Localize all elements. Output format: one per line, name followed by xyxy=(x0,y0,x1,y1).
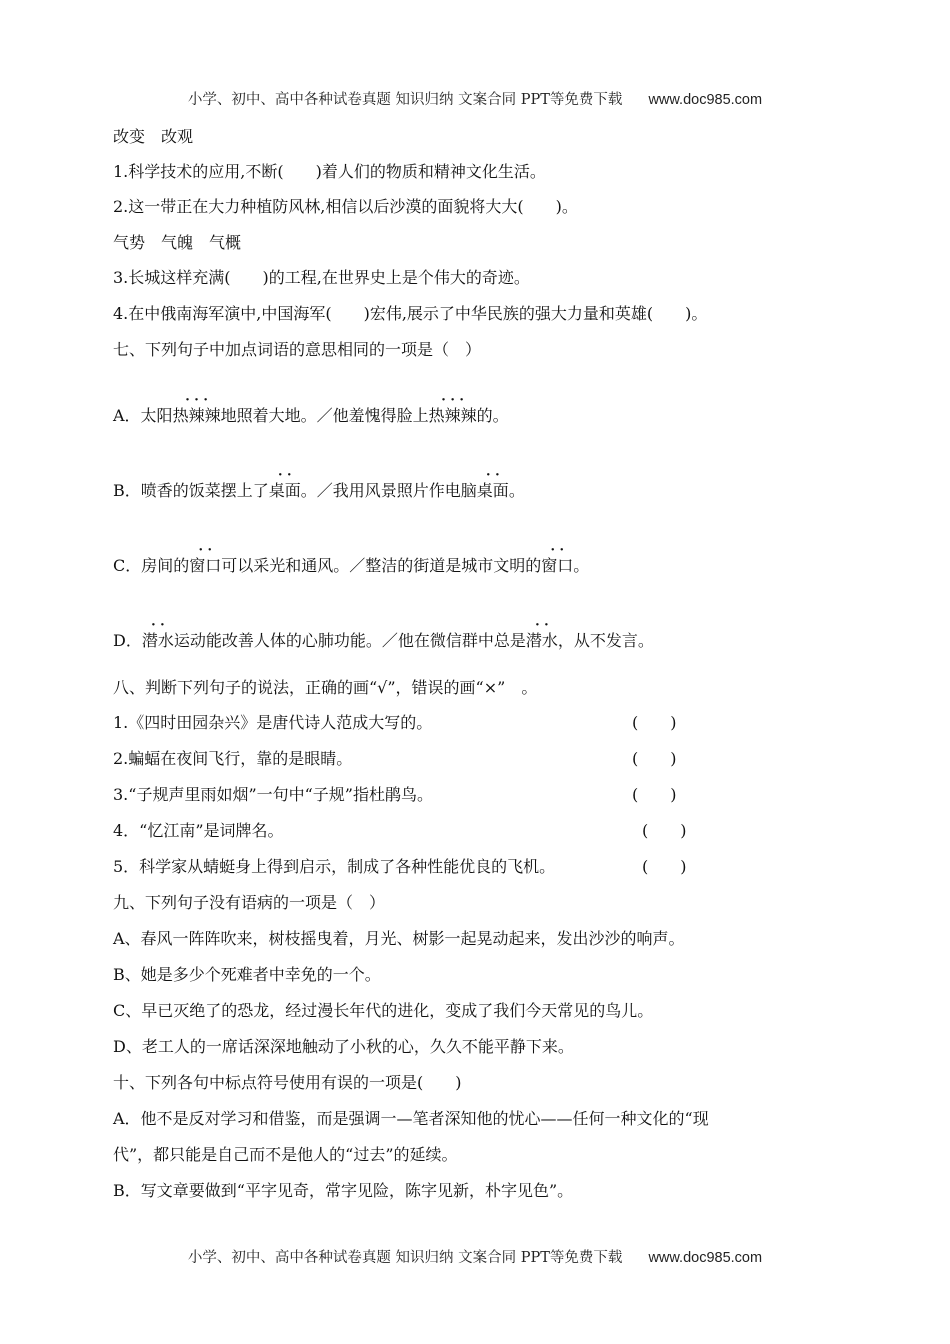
option-text: A．太阳 xyxy=(113,406,173,425)
dotted-word: · · 桌面 xyxy=(477,481,509,501)
question-1: 1.科学技术的应用,不断( )着人们的物质和精神文化生活。 xyxy=(113,162,546,181)
judge-item-2: 2.蝙蝠在夜间飞行，靠的是眼睛。 xyxy=(113,749,353,768)
section-8-title: 八、判断下列句子的说法，正确的画“√”，错误的画“×” 。 xyxy=(113,678,538,697)
footer-url: www.doc985.com xyxy=(648,1250,763,1266)
option-text: 。／我用风景照片作电脑 xyxy=(300,481,477,500)
option-10a-line2: 代”，都只能是自己而不是他人的“过去”的延续。 xyxy=(113,1145,458,1164)
word-group-1: 改变 改观 xyxy=(113,127,194,146)
answer-bracket: ( ) xyxy=(632,749,677,768)
option-7d xyxy=(113,631,654,651)
answer-bracket: ( ) xyxy=(642,821,687,840)
header-url: www.doc985.com xyxy=(648,92,763,108)
option-9a: A、春风一阵阵吹来，树枝摇曳着，月光、树影一起晃动起来，发出沙沙的响声。 xyxy=(113,929,685,948)
dotted-word: · · · 热辣辣 xyxy=(429,406,477,426)
option-text: 地照着大地。／他羞愧得脸上 xyxy=(220,406,429,425)
option-9d: D、老工人的一席话深深地触动了小秋的心，久久不能平静下来。 xyxy=(113,1037,574,1056)
header-text: 小学、初中、高中各种试卷真题 知识归纳 文案合同 PPT等免费下载 xyxy=(187,92,623,108)
answer-bracket: ( ) xyxy=(632,785,677,804)
option-7a xyxy=(113,406,509,426)
option-9c: C、早已灭绝了的恐龙，经过漫长年代的进化，变成了我们今天常见的鸟儿。 xyxy=(113,1001,654,1020)
question-2: 2.这一带正在大力种植防风林,相信以后沙漠的面貌将大大( )。 xyxy=(113,197,578,216)
option-7c xyxy=(113,556,589,576)
section-10-title: 十、下列各句中标点符号使用有误的一项是( ) xyxy=(113,1073,462,1092)
word-group-2: 气势 气魄 气概 xyxy=(113,233,242,252)
section-9-title: 九、下列句子没有语病的一项是（ ） xyxy=(113,893,386,912)
answer-bracket: ( ) xyxy=(642,857,687,876)
judge-item-3: 3.“子规声里雨如烟”一句中“子规”指杜鹃鸟。 xyxy=(113,785,433,804)
option-9b: B、她是多少个死难者中幸免的一个。 xyxy=(113,965,381,984)
dotted-word: · · · 热辣辣 xyxy=(173,406,221,426)
option-text: B．喷香的饭菜摆上了 xyxy=(113,481,269,500)
answer-bracket: ( ) xyxy=(632,713,677,732)
option-text: 可以采光和通风。／整洁的街道是城市文明的 xyxy=(221,556,542,575)
option-7b xyxy=(113,481,525,501)
question-4: 4.在中俄南海军演中,中国海军( )宏伟,展示了中华民族的强大力量和英雄( )。 xyxy=(113,304,708,323)
option-text: 的。 xyxy=(476,406,509,425)
option-text: 。 xyxy=(573,556,590,575)
option-text: 运动能改善人体的心肺功能。／他在微信群中总是 xyxy=(173,631,526,650)
dotted-word: · · 桌面 xyxy=(269,481,301,501)
option-text: D． xyxy=(113,631,142,650)
judge-item-1: 1.《四时田园杂兴》是唐代诗人范成大写的。 xyxy=(113,713,433,732)
option-text: 。 xyxy=(508,481,525,500)
section-7-title: 七、下列句子中加点词语的意思相同的一项是（ ） xyxy=(113,340,482,359)
dotted-word: · · 潜水 xyxy=(142,631,174,651)
judge-item-4: 4．“忆江南”是词牌名。 xyxy=(113,821,284,840)
option-text: ，从不发言。 xyxy=(557,631,654,650)
option-text: C．房间的 xyxy=(113,556,190,575)
page-footer xyxy=(0,1246,950,1267)
judge-item-5: 5．科学家从蜻蜓身上得到启示，制成了各种性能优良的飞机。 xyxy=(113,857,556,876)
footer-text: 小学、初中、高中各种试卷真题 知识归纳 文案合同 PPT等免费下载 xyxy=(187,1250,623,1266)
question-3: 3.长城这样充满( )的工程,在世界史上是个伟大的奇迹。 xyxy=(113,268,530,287)
option-10b: B．写文章要做到“平字见奇，常字见险，陈字见新，朴字见色”。 xyxy=(113,1181,574,1200)
dotted-word: · · 窗口 xyxy=(541,556,573,576)
page-header xyxy=(0,88,950,109)
dotted-word: · · 潜水 xyxy=(526,631,558,651)
dotted-word: · · 窗口 xyxy=(189,556,221,576)
option-10a-line1: A．他不是反对学习和借鉴，而是强调一—笔者深知他的忧心——任何一种文化的“现 xyxy=(113,1109,709,1128)
